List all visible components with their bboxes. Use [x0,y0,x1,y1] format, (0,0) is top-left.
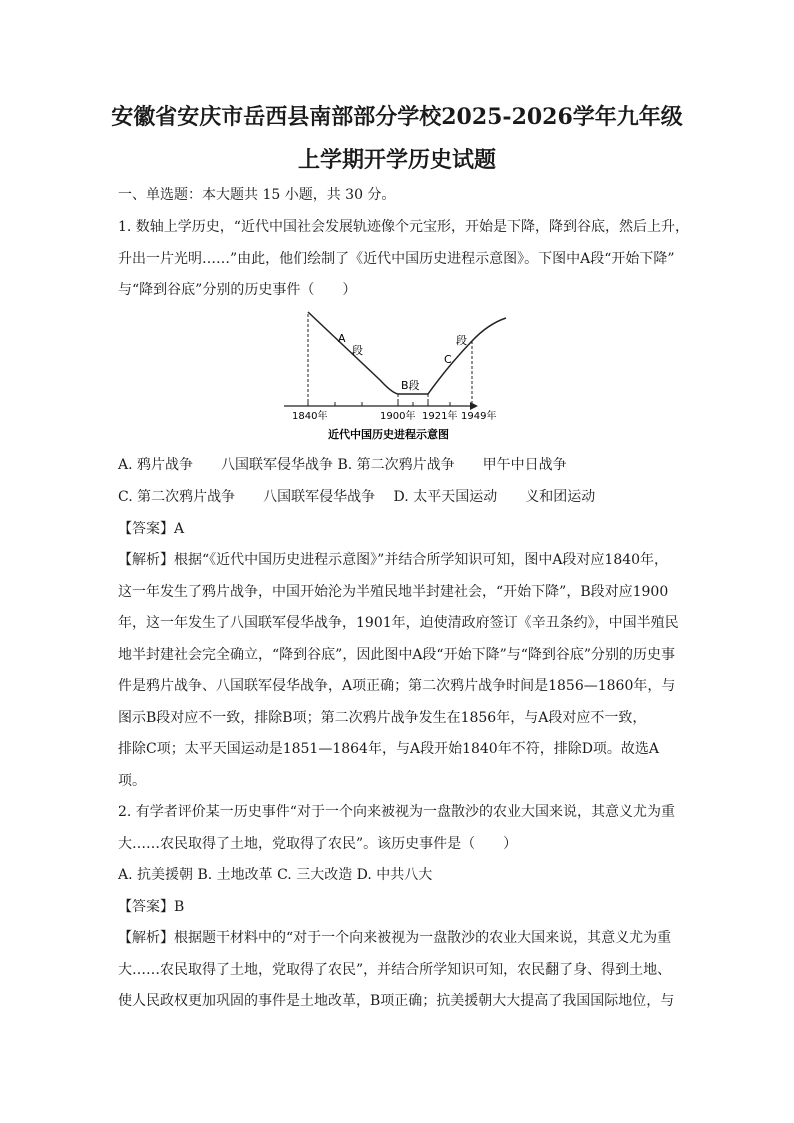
diagram-tick-label-1900: 1900年 [380,411,416,422]
history-process-diagram [280,306,520,446]
q1-analysis-line-5: 件是鸦片战争、八国联军侵华战争，A项正确；第二次鸦片战争时间是1856—1860年，与 [118,678,676,694]
q1-stem-line-3: 与“降到谷底”分别的历史事件（ ） [118,282,357,298]
q2-options: A. 抗美援朝 B. 土地改革 C. 三大改造 D. 中共八大 [118,867,433,883]
q2-answer: 【答案】B [118,899,185,915]
q1-analysis-line-1: 【解析】根据“《近代中国历史进程示意图》”并结合所学知识可知，图中A段对应1840年， [118,552,669,568]
diagram-label-c-duan: 段 [456,334,467,347]
section-heading: 一、单选题：本大题共 15 小题，共 30 分。 [118,187,396,203]
q1-analysis-line-2: 这一年发生了鸦片战争，中国开始沦为半殖民地半封建社会，“开始下降”，B段对应1900 [118,584,669,600]
diagram-label-c: C [444,353,452,366]
diagram-tick-label-1840: 1840年 [292,411,328,422]
q2-stem-line-1: 2. 有学者评价某一历史事件“对于一个向来被视为一盘散沙的农业大国来说，其意义尤为重 [118,804,675,820]
q1-analysis-line-6: 图示B段对应不一致，排除B项；第二次鸦片战争发生在1856年，与A段对应不一致， [118,710,647,726]
q1-stem-line-2: 升出一片光明……”由此，他们绘制了《近代中国历史进程示意图》。下图中A段“开始下降” [118,251,675,267]
q2-analysis-line-3: 使人民政权更加巩固的事件是土地改革，B项正确；抗美援朝大大提高了我国国际地位，与 [118,993,675,1009]
q1-analysis-line-7: 排除C项；太平天国运动是1851—1864年，与A段开始1840年不符，排除D项。故选A [118,741,660,757]
q1-answer: 【答案】A [118,521,185,537]
q2-analysis-line-1: 【解析】根据题干材料中的“对于一个向来被视为一盘散沙的农业大国来说，其意义尤为重 [118,930,672,946]
diagram-tick-label-1921: 1921年 [422,411,458,422]
diagram-tick-label-1949: 1949年 [461,411,497,422]
q1-analysis-line-8: 项。 [118,773,146,789]
diagram-label-a: A [338,332,346,345]
q1-stem-line-1: 1. 数轴上学历史，“近代中国社会发展轨迹像个元宝形，开始是下降，降到谷底，然后上升， [118,219,689,235]
q1-options-line-2: C. 第二次鸦片战争 八国联军侵华战争 D. 太平天国运动 义和团运动 [118,489,596,505]
q1-analysis-line-4: 地半封建社会完全确立，“降到谷底”，因此图中A段“开始下降”与“降到谷底”分别的历史事 [118,647,676,663]
exam-title-line-2: 上学期开学历史试题 [297,147,496,173]
diagram-label-a-duan: 段 [352,344,363,357]
diagram-caption: 近代中国历史进程示意图 [328,428,449,441]
q2-stem-line-2: 大……农民取得了土地，党取得了农民”。该历史事件是（ ） [118,836,518,852]
exam-title-line-1: 安徽省安庆市岳西县南部部分学校2025-2026学年九年级 [111,104,683,130]
diagram-axis-arrow [470,402,478,410]
q2-analysis-line-2: 大……农民取得了土地，党取得了农民”，并结合所学知识可知，农民翻了身、得到土地、 [118,962,672,978]
q1-analysis-line-3: 年，这一年发生了八国联军侵华战争，1901年，迫使清政府签订《辛丑条约》，中国半殖民 [118,615,679,631]
q1-options-line-1: A. 鸦片战争 八国联军侵华战争 B. 第二次鸦片战争 甲午中日战争 [118,457,567,473]
diagram-label-b: B段 [401,379,420,392]
